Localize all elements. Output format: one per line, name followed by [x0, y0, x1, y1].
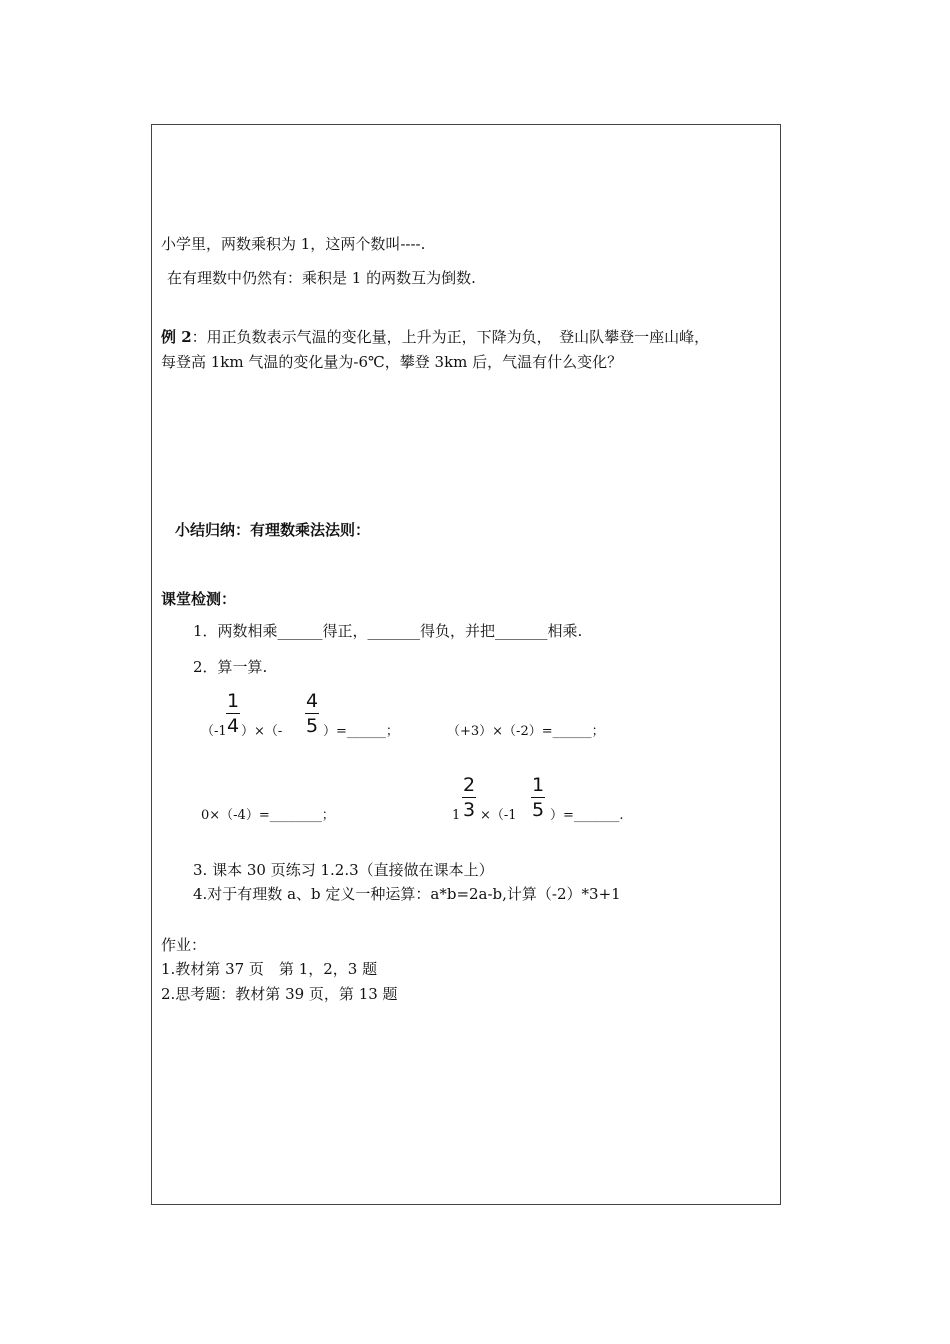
calc-d-open: 1: [452, 808, 461, 823]
calc-a-frac2-numerator: 4: [305, 690, 319, 712]
calc-a-frac2-denominator: 5: [305, 715, 319, 737]
question-1: 1．两数相乘______得正，_______得负，并把_______相乘.: [193, 622, 583, 640]
intro-line-2: 在有理数中仍然有：乘积是 1 的两数互为倒数.: [167, 269, 476, 287]
calc-d-fraction-1: [462, 774, 476, 821]
calc-a-frac1-numerator: 1: [226, 690, 240, 712]
fraction-bar: [305, 713, 319, 714]
example-2-label: 例 2: [161, 328, 192, 346]
calc-d-frac1-denominator: 3: [462, 799, 476, 821]
calc-d-mid: ×（-1: [480, 808, 517, 823]
example-2-line-2: 每登高 1km 气温的变化量为-6℃，攀登 3km 后，气温有什么变化？: [161, 353, 623, 371]
example-2-line-1: [161, 327, 709, 347]
intro-line-1: 小学里，两数乘积为 1，这两个数叫----.: [161, 235, 426, 253]
calc-a-open: （-1: [201, 724, 227, 739]
example-2-text-1: ：用正负数表示气温的变化量，上升为正，下降为负， 登山队攀登一座山峰，: [191, 328, 710, 346]
homework-item-1: 1.教材第 37 页 第 1，2，3 题: [161, 960, 378, 978]
calc-a-fraction-1: [226, 690, 240, 737]
homework-heading: 作业：: [161, 936, 207, 954]
calc-a-close: ）=______；: [323, 724, 399, 739]
summary-heading: 小结归纳：有理数乘法法则：: [175, 521, 371, 539]
calc-a-mid: ）×（-: [241, 724, 283, 739]
calc-d-frac1-numerator: 2: [462, 774, 476, 796]
homework-item-2: 2.思考题：教材第 39 页，第 13 题: [161, 985, 398, 1003]
calc-c: 0×（-4）=________；: [201, 808, 335, 823]
calc-d-frac2-numerator: 1: [531, 774, 545, 796]
calc-a-frac1-denominator: 4: [226, 715, 240, 737]
calc-a-fraction-2: [305, 690, 319, 737]
calc-d-fraction-2: [531, 774, 545, 821]
calc-d-frac2-denominator: 5: [531, 799, 545, 821]
fraction-bar: [226, 713, 240, 714]
fraction-bar: [531, 797, 545, 798]
fraction-bar: [462, 797, 476, 798]
question-2: 2．算一算.: [193, 658, 268, 676]
question-3: 3. 课本 30 页练习 1.2.3（直接做在课本上）: [193, 861, 494, 879]
calc-b: （+3）×（-2）=______；: [447, 724, 605, 739]
question-4: 4.对于有理数 a、b 定义一种运算：a*b=2a-b,计算（-2）*3+1: [193, 885, 621, 903]
calc-d-close: ）=_______.: [550, 808, 624, 823]
check-heading: 课堂检测：: [161, 590, 237, 608]
